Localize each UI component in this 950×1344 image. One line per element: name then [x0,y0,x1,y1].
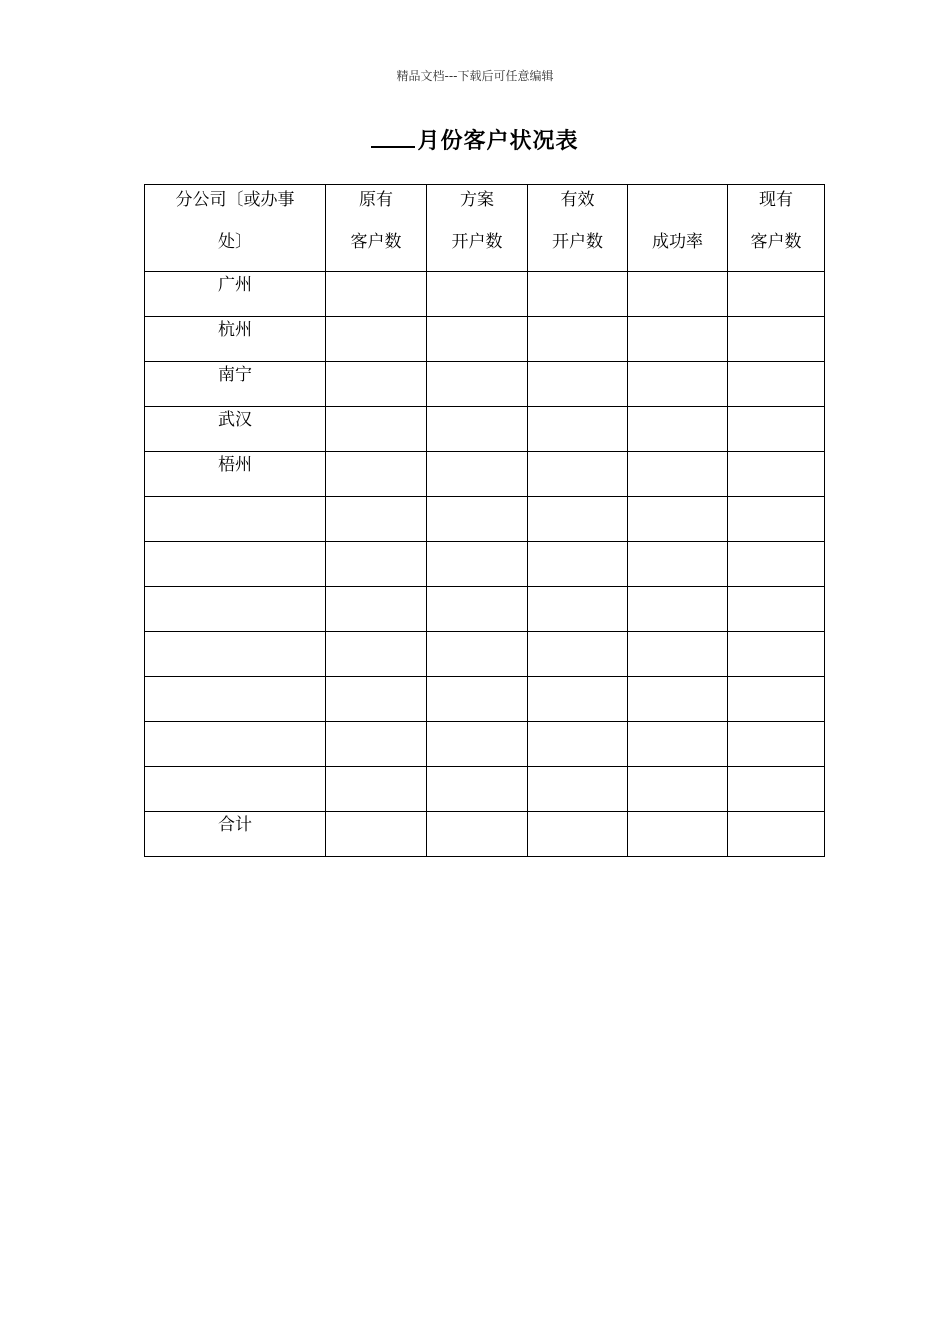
table-cell[interactable] [326,362,427,407]
table-cell[interactable] [528,767,628,812]
header-original-customers [326,185,427,272]
table-cell[interactable] [728,407,825,452]
row-label [145,632,325,676]
table-cell[interactable] [326,767,427,812]
table-cell[interactable] [427,407,528,452]
header-line2: 处〕 [218,232,252,252]
header-line1: 原有 [359,190,393,210]
row-label-cell [145,722,326,767]
table-cell[interactable] [427,362,528,407]
table-row [145,497,825,542]
row-label-cell [145,452,326,497]
table-cell[interactable] [628,272,728,317]
row-label [145,677,325,721]
table-row [145,632,825,677]
table-row [145,317,825,362]
table-cell[interactable] [326,587,427,632]
table-cell[interactable] [528,632,628,677]
table-cell[interactable] [427,272,528,317]
table-header-row [145,185,825,272]
table-cell[interactable] [528,587,628,632]
row-label-cell [145,272,326,317]
row-label: 南宁 [218,365,252,385]
table-cell[interactable] [628,452,728,497]
table-cell[interactable] [528,317,628,362]
header-branch [145,185,326,272]
table-cell[interactable] [427,722,528,767]
table-cell[interactable] [728,272,825,317]
header-line1: 方案 [460,190,494,210]
table-cell[interactable] [326,272,427,317]
row-label-cell [145,407,326,452]
table-row [145,452,825,497]
table-row [145,812,825,857]
table-body [145,272,825,857]
table-cell[interactable] [326,407,427,452]
row-label-cell [145,317,326,362]
table-cell[interactable] [427,767,528,812]
table-cell[interactable] [728,497,825,542]
header-valid-accounts [528,185,628,272]
row-label-cell [145,767,326,812]
table-cell[interactable] [427,497,528,542]
table-cell[interactable] [628,587,728,632]
table-cell[interactable] [628,317,728,362]
table-cell[interactable] [628,542,728,587]
row-label-cell [145,542,326,587]
table-cell[interactable] [528,542,628,587]
customer-status-table [144,184,825,857]
header-current-customers [728,185,825,272]
table-row [145,407,825,452]
header-line1 [628,187,727,229]
header-line1: 分公司〔或办事 [175,190,295,210]
table-cell[interactable] [628,767,728,812]
header-line2: 客户数 [750,232,802,252]
table-cell[interactable] [728,317,825,362]
row-label-cell [145,632,326,677]
table-cell[interactable] [628,407,728,452]
table-cell[interactable] [528,452,628,497]
row-label-cell [145,677,326,722]
header-planned-accounts [427,185,528,272]
table-cell[interactable] [628,497,728,542]
table-cell[interactable] [728,587,825,632]
table-cell[interactable] [326,542,427,587]
header-line2: 客户数 [350,232,402,252]
table-row [145,677,825,722]
month-blank [371,126,415,148]
table-cell[interactable] [728,542,825,587]
table-cell[interactable] [628,677,728,722]
table-cell[interactable] [427,317,528,362]
table-cell[interactable] [628,812,728,857]
table-cell[interactable] [728,452,825,497]
table-cell[interactable] [427,452,528,497]
table-cell[interactable] [326,452,427,497]
row-label-cell [145,812,326,857]
table-cell[interactable] [326,677,427,722]
table-row [145,272,825,317]
page-title [0,124,950,155]
header-line2: 开户数 [451,232,503,252]
row-label-cell [145,497,326,542]
table-cell[interactable] [728,362,825,407]
table-cell[interactable] [728,767,825,812]
table-row [145,767,825,812]
row-label-cell [145,362,326,407]
row-label [145,767,325,811]
row-label [145,497,325,541]
table-cell[interactable] [628,632,728,677]
table-cell[interactable] [528,497,628,542]
table-cell[interactable] [427,677,528,722]
header-success-rate [628,185,728,272]
header-line2: 开户数 [552,232,603,252]
table-cell[interactable] [528,362,628,407]
title-text: 月份客户状况表 [417,129,579,154]
header-line1: 现有 [759,190,793,210]
row-label [145,722,325,766]
row-label: 武汉 [218,410,252,430]
table-cell[interactable] [528,407,628,452]
table-row [145,722,825,767]
table-row [145,542,825,587]
table-row [145,587,825,632]
header-line2: 成功率 [652,232,703,252]
table-cell[interactable] [628,362,728,407]
table-cell[interactable] [427,812,528,857]
row-label: 杭州 [218,320,252,340]
table-cell[interactable] [427,587,528,632]
row-label [145,542,325,586]
table-cell[interactable] [528,812,628,857]
table-cell[interactable] [728,812,825,857]
row-label: 梧州 [218,455,252,475]
table-cell[interactable] [528,722,628,767]
table-cell[interactable] [427,632,528,677]
row-label: 广州 [218,275,252,295]
table-cell[interactable] [628,722,728,767]
table-cell[interactable] [326,497,427,542]
table-cell[interactable] [326,632,427,677]
row-label [145,587,325,631]
row-label-cell [145,587,326,632]
table-cell[interactable] [728,632,825,677]
table-cell[interactable] [528,272,628,317]
page-header-note: 精品文档---下载后可任意编辑 [396,69,554,83]
table-cell[interactable] [427,542,528,587]
table-cell[interactable] [326,317,427,362]
header-line1: 有效 [560,190,595,210]
table-cell[interactable] [528,677,628,722]
table-cell[interactable] [326,812,427,857]
table-row [145,362,825,407]
table-cell[interactable] [326,722,427,767]
row-label: 合计 [218,815,252,835]
table-cell[interactable] [728,677,825,722]
table-cell[interactable] [728,722,825,767]
